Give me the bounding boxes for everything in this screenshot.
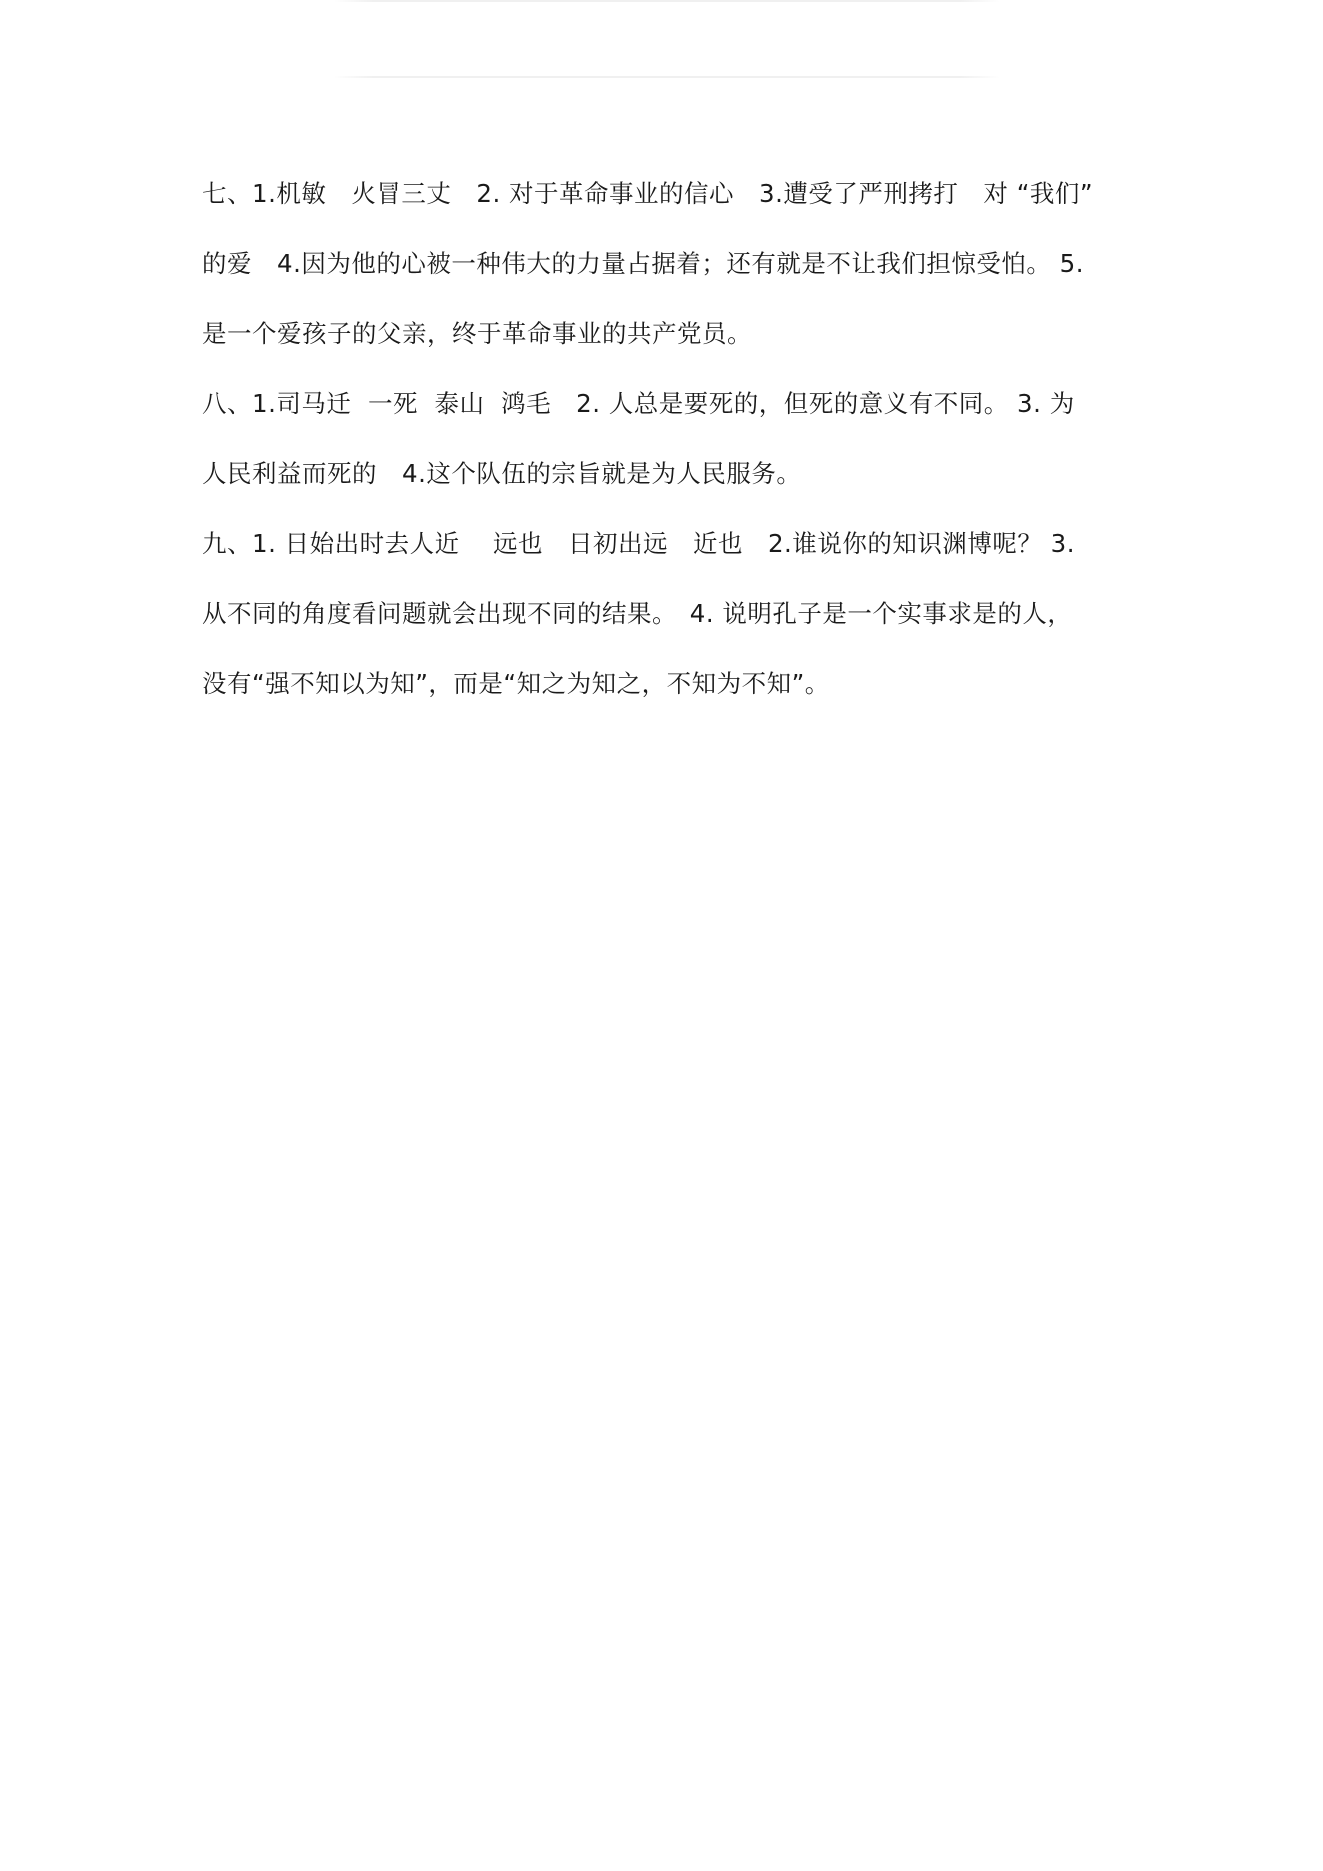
header-divider-lower [333,76,1000,78]
text-line: 的爱 4.因为他的心被一种伟大的力量占据着；还有就是不让我们担惊受怕。 5. [202,249,1085,278]
answer-text-block [202,168,1142,728]
text-line: 没有“强不知以为知”，而是“知之为知之，不知为不知”。 [202,669,830,698]
header-divider [333,0,1000,2]
text-line: 从不同的角度看问题就会出现不同的结果。 4. 说明孔子是一个实事求是的人， [202,599,1073,628]
text-line: 九、1. 日始出时去人近 远也 日初出远 近也 2.谁说你的知识渊博呢？ 3. [202,529,1075,558]
text-line: 八、1.司马迁 一死 泰山 鸿毛 2. 人总是要死的，但死的意义有不同。 3. 为 [202,389,1075,418]
text-line: 是一个爱孩子的父亲，终于革命事业的共产党员。 [202,319,752,348]
text-line: 人民利益而死的 4.这个队伍的宗旨就是为人民服务。 [202,459,802,488]
text-line: 七、1.机敏 火冒三丈 2. 对于革命事业的信心 3.遭受了严刑拷打 对 “我们” [202,179,1094,208]
